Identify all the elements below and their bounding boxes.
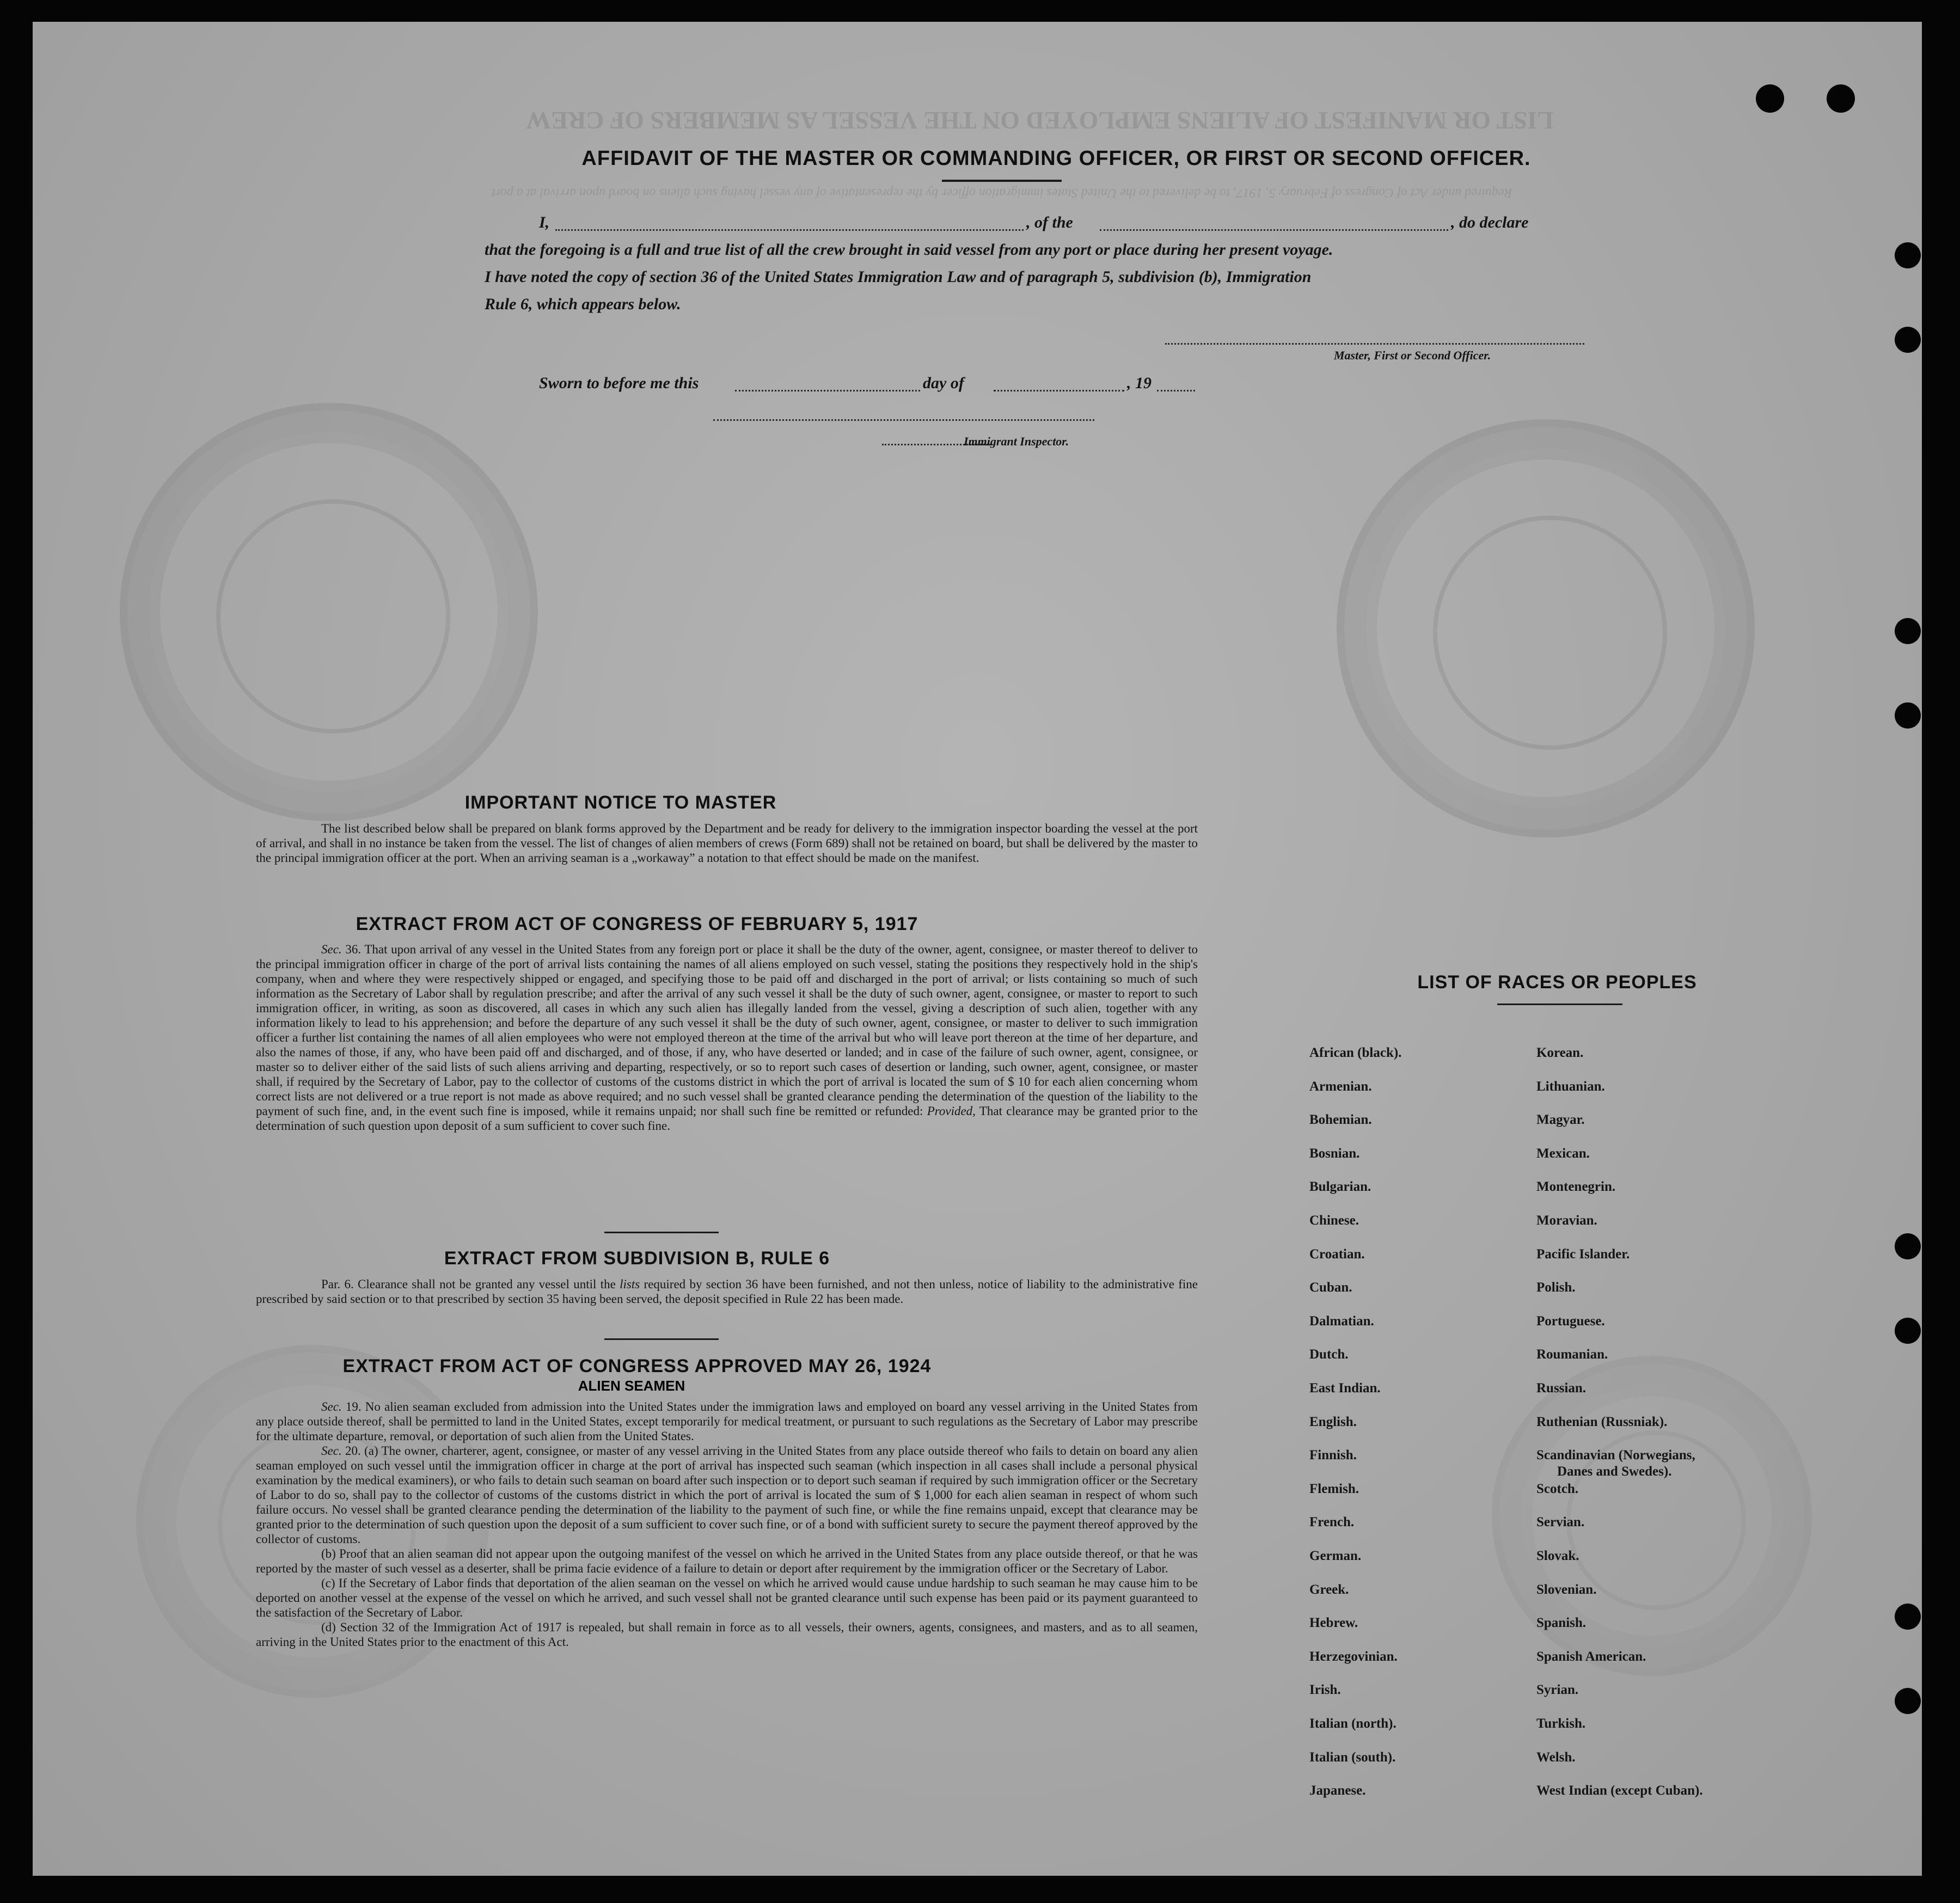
sworn-year-field[interactable] [1157,390,1195,391]
extract-1917-provided: Provided, [927,1104,976,1118]
race-item: Armenian. [1309,1079,1372,1094]
extract-1917-title: EXTRACT FROM ACT OF CONGRESS OF FEBRUARY 5, 1917 [356,914,918,934]
extract-1924-sec20c: (c) If the Secretary of Labor finds that deportation of the alien seaman on the vessel on which he arrived would cause undue hardship to such seaman he may cause him to be deported on another vessel at the expense of the vessel on which he arrived, and such vessel shall not be granted clearance until such expense has been paid or its payment guaranteed to the satisfaction of the Secretary of Labor. [256,1576,1198,1619]
sec19-label: Sec. [321,1400,342,1414]
binder-hole-7 [1895,1604,1921,1630]
race-item: Bosnian. [1309,1146,1360,1161]
race-item: Magyar. [1536,1112,1585,1127]
affidavit-title: AFFIDAVIT OF THE MASTER OR COMMANDING OFFICER, OR FIRST OR SECOND OFFICER. [581,147,1531,170]
declarant-name-field[interactable] [555,229,1024,231]
race-item: Greek. [1309,1582,1349,1597]
race-item: Slovenian. [1536,1582,1597,1597]
race-item: Lithuanian. [1536,1079,1605,1094]
stamp-seal-left [120,403,538,821]
races-title-rule [1497,1003,1622,1005]
rule6-title: EXTRACT FROM SUBDIVISION B, RULE 6 [444,1248,830,1269]
race-item: Ruthenian (Russniak). [1536,1415,1668,1429]
master-signature-label: Master, First or Second Officer. [1334,348,1491,362]
race-item: Spanish American. [1536,1649,1646,1664]
extract-1917-text [256,942,1198,1133]
race-item: Dalmatian. [1309,1314,1374,1329]
sworn-line [539,370,1247,397]
race-item: Finnish. [1309,1448,1357,1463]
extract-1917-body: 36. That upon arrival of any vessel in the United States from any foreign port or place it shall be the duty of the owner, agent, consignee, or master thereof to deliver to the principal immigration officer in charge of the port of arrival lists containing the names of all aliens employed on such vessel, stating the positions they respectively hold in the ship's company, when and where they were respectively shipped or engaged, and specifying those to be paid off and discharged in the port of arrival; or lists containing so much of such information as the Secretary of Labor shall by regulation prescribe; and after the arrival of any such vessel it shall be the duty of such owner, agent, consignee, or master to report to such immigration officer, in writing, as soon as discovered, all cases in which any such alien has illegally landed from the vessel, giving a description of such alien, together with any information likely to lead to his apprehension; and before the departure of any such vessel it shall be the duty of such owner, agent, consignee, or master to deliver to such immigration officer a further list containing the names of all alien employees who were not employed thereon at the time of the arrival but who will leave port thereon at the time of her departure, and also the names of those, if any, who have been paid off and discharged, and of those, if any, who have deserted or landed; and in case of the failure of such owner, agent, consignee, or master so to deliver either of the said lists of such aliens arriving and departing, respectively, or so to report such cases of desertion or landing, such owner, agent, consignee, or master shall, if required by the Secretary of Labor, pay to the collector of customs of the customs district in which the port of arrival is located the sum of $ 10 for each alien concerning whom correct lists are not delivered or a true report is not made as above required; and no such vessel shall be granted clearance pending the determination of the question of the liability to the payment of such fine, and, in the event such fine is imposed, while it remains unpaid; nor shall such fine be remitted or refunded: [256,943,1198,1118]
inspector-label: Immigrant Inspector. [964,435,1069,448]
binder-hole-6 [1895,1318,1921,1344]
stamp-seal-right [1337,419,1755,837]
binder-hole-2 [1895,327,1921,353]
binder-hole-4 [1895,702,1921,729]
sworn-year: , 19 [1127,374,1152,392]
extract-1924-sec20b: (b) Proof that an alien seaman did not appear upon the outgoing manifest of the vessel on which he arrived in the United States from any place outside thereof, or that he was reported by the master of such vessel as a deserter, shall be prima facie evidence of a failure to detain or deport after requirement by the immigration officer or the Secretary of Labor. [256,1547,1198,1575]
affidavit-line-4: Rule 6, which appears below. [485,295,681,313]
sec19-body: 19. No alien seaman excluded from admission into the United States under the immigration laws and employed on board any vessel arriving in the United States from any place outside thereof, shall be permitted to land in the United States, except temporarily for medical treatment, or pursuant to such regulations as the Secretary of Labor may prescribe for the ultimate departure, removal, or deportation of such alien from the United States. [256,1400,1198,1443]
race-item: German. [1309,1549,1362,1563]
binder-hole-8 [1895,1688,1921,1714]
extract-1924-text [256,1399,1198,1649]
race-item: Russian. [1536,1381,1587,1396]
extract-1924-sec20d: (d) Section 32 of the Immigration Act of 1917 is repealed, but shall remain in force as to all vessels, their owners, agents, consignees, and masters, and as to all seamen, arriving in the United States prior to the enactment of this Act. [256,1620,1198,1649]
declarant-prefix: I, [539,213,550,231]
race-item: Italian (north). [1309,1716,1396,1731]
race-item: Croatian. [1309,1247,1365,1262]
race-item: East Indian. [1309,1381,1381,1396]
vessel-name-field[interactable] [1100,229,1448,231]
race-item: Scotch. [1536,1482,1579,1496]
race-item: Turkish. [1536,1716,1586,1731]
sworn-day-of: day of [923,374,964,392]
extract-1924-subtitle: ALIEN SEAMEN [578,1378,685,1394]
race-item: Polish. [1536,1280,1576,1295]
race-item: Slovak. [1536,1549,1579,1563]
race-item: Cuban. [1309,1280,1352,1295]
bleed-through-subheader: Required under Act of Congress of February 5, 1917, to be delivered to the United States immigration officer by the representative of any vessel having such aliens on board upon arrival at a port [491,186,1512,200]
rule6-end: required by section 36 have been furnished, and not then unless, notice of liability to the administrative fine prescribed by said section or to that prescribed by section 35 having been served, the deposit specified in Rule 22 has been made. [256,1277,1198,1306]
sworn-prefix: Sworn to before me this [539,374,699,392]
race-item: Moravian. [1536,1213,1597,1228]
race-item: Servian. [1536,1515,1585,1529]
race-item: Danes and Swedes). [1557,1464,1672,1479]
rule6-start: Par. 6. Clearance shall not be granted any vessel until the [321,1277,616,1291]
master-signature-field[interactable] [1165,343,1584,345]
race-item: Irish. [1309,1682,1341,1697]
race-item: Hebrew. [1309,1616,1358,1630]
extract-1917-rule [604,1232,719,1233]
sec20a-body: 20. (a) The owner, charterer, agent, consignee, or master of any vessel arriving in the United States from any place outside thereof who fails to detain on board any alien seaman employed on such vessel until the immigration officer in charge at the port of arrival has inspected such seaman (which inspection in all cases shall include a personal physical examination by the medical examiners), or who fails to detain such seaman on board after such inspection or to deport such seaman if required by such immigration officer or the Secretary of Labor to do so, shall pay to the collector of customs of the customs district in which the port of arrival is located the sum of $ 1,000 for each alien seaman in respect of whom such failure occurs. No vessel shall be granted clearance pending the determination of the liability to the payment of such fine, or while the fine remains unpaid, except that clearance may be granted prior to the determination of such question upon the deposit of a sum sufficient to cover such fine, or of a bond with sufficient surety to secure the payment thereof approved by the collector of customs. [256,1444,1198,1546]
race-item: Herzegovinian. [1309,1649,1398,1664]
race-item: Roumanian. [1536,1347,1608,1362]
affidavit-line-1 [539,210,1595,237]
bleed-through-header: LIST OR MANIFEST OF ALIENS EMPLOYED ON THE VESSEL AS MEMBERS OF CREW [526,107,1554,134]
extract-1917-sec-label: Sec. [321,943,342,956]
race-item: Pacific Islander. [1536,1247,1630,1262]
race-item: Chinese. [1309,1213,1359,1228]
binder-hole-5 [1895,1233,1921,1259]
race-item: Syrian. [1536,1682,1579,1697]
sec20-label: Sec. [321,1444,342,1458]
rule6-rule [604,1338,719,1340]
extract-1917-end: That clearance may be granted prior to the determination of such question upon deposit of a sum sufficient to cover such fine. [256,1104,1198,1133]
races-title: LIST OF RACES OR PEOPLES [1417,972,1697,993]
extract-1924-title: EXTRACT FROM ACT OF CONGRESS APPROVED MAY 26, 1924 [342,1356,932,1376]
binder-hole-3 [1895,618,1921,644]
race-item: Italian (south). [1309,1750,1396,1765]
notice-text: The list described below shall be prepared on blank forms approved by the Department and be ready for delivery to the immigration inspector boarding the vessel at the port of arrival, and shall in no instance be taken from the vessel. The list of changes of alien members of crews (Form 689) shall not be retained on board, but shall be delivered by the master to the principal immigration officer at the port. When an arriving seaman is a „workaway” a notation to that effect should be made on the manifest. [256,822,1198,865]
extract-1924-sec20a [256,1443,1198,1546]
rule6-lists: lists [620,1277,640,1291]
race-item: Bulgarian. [1309,1179,1371,1194]
race-item: Welsh. [1536,1750,1576,1765]
race-item: Montenegrin. [1536,1179,1616,1194]
race-item: West Indian (except Cuban). [1536,1783,1703,1798]
inspector-signature-field[interactable] [713,419,1094,421]
race-item: Portuguese. [1536,1314,1605,1329]
race-item: Spanish. [1536,1616,1587,1630]
race-item: Dutch. [1309,1347,1349,1362]
race-item: English. [1309,1415,1357,1429]
document-page [33,22,1922,1876]
affidavit-title-rule [942,180,1062,182]
sworn-month-field[interactable] [994,390,1124,391]
affidavit-line-2: that the foregoing is a full and true list of all the crew brought in said vessel from any port or place during her present voyage. [485,241,1333,259]
race-item: African (black). [1309,1045,1402,1060]
race-item: Japanese. [1309,1783,1366,1798]
race-item: Bohemian. [1309,1112,1372,1127]
race-item: French. [1309,1515,1355,1529]
race-item: Mexican. [1536,1146,1590,1161]
declare-suffix: , do declare [1451,213,1529,231]
sworn-date-field[interactable] [735,390,920,391]
extract-1924-sec19 [256,1399,1198,1443]
vessel-prefix: , of the [1026,213,1073,231]
affidavit-line-3: I have noted the copy of section 36 of the United States Immigration Law and of paragraph 5, subdivision (b), Immigration [485,268,1312,286]
rule6-text [256,1277,1198,1306]
notice-title: IMPORTANT NOTICE TO MASTER [464,792,777,813]
race-item: Flemish. [1309,1482,1359,1496]
binder-hole-top-1 [1756,84,1784,113]
race-item: Korean. [1536,1045,1584,1060]
race-item: Scandinavian (Norwegians, [1536,1448,1695,1463]
binder-hole-1 [1895,242,1921,268]
binder-hole-top-2 [1827,84,1855,113]
